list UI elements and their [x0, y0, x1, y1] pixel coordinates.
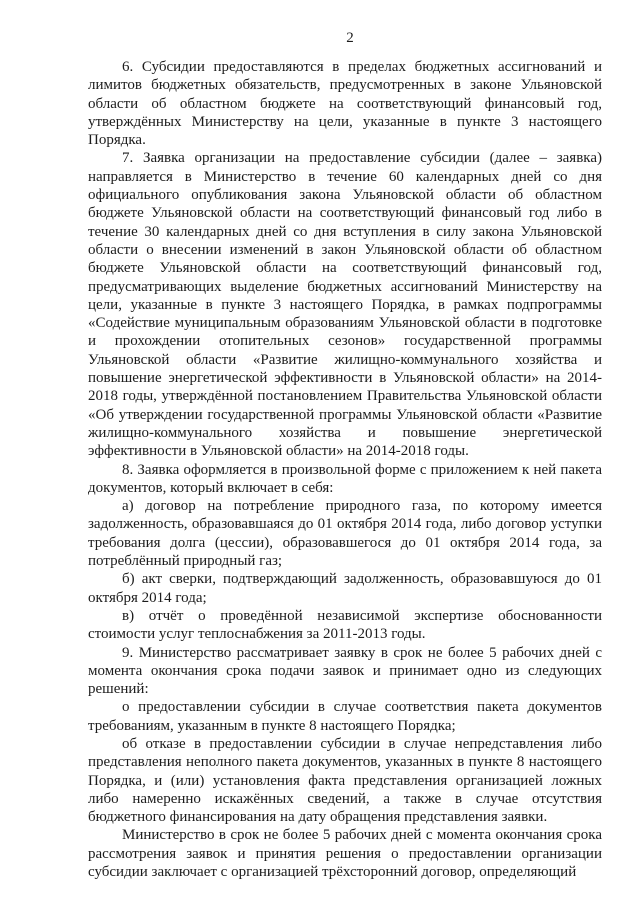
- list-item-c-expert-report: в) отчёт о проведённой независимой экспертизе обоснованности стоимости услуг теплоснабжения за 2011-2013 годы.: [88, 607, 602, 643]
- paragraph-8-application-form: 8. Заявка оформляется в произвольной форме с приложением к ней пакета документов, который включает в себя:: [88, 461, 602, 496]
- decision-grant: о предоставлении субсидии в случае соответствия пакета документов требованиям, указанным в пункте 8 настоящего Порядка;: [88, 699, 602, 734]
- list-item-b-reconciliation-act: б) акт сверки, подтверждающий задолженность, образовавшуюся до 01 октября 2014 года;: [88, 571, 602, 606]
- decision-refusal: об отказе в предоставлении субсидии в случае непредставления либо представления неполного пакета документов, указанных в пункте 8 настоящего Порядка, и (или) установления факта представления организацией ложных либо намеренно искажённых сведений, а также в случае отсутствия бюджетного финансирования на дату обращения представления заявки.: [88, 735, 602, 826]
- paragraph-6-subsidy-limits: 6. Субсидии предоставляются в пределах бюджетных ассигнований и лимитов бюджетных обязательств, предусмотренных в законе Ульяновской области об областном бюджете на соответствующий финансовый год, утверждённых Министерству на цели, указанные в пункте 3 настоящего Порядка.: [88, 59, 602, 149]
- paragraph-9-review: 9. Министерство рассматривает заявку в срок не более 5 рабочих дней с момента окончания срока подачи заявок и принимает одно из следующих решений:: [88, 644, 602, 698]
- list-item-a-gas-contract: а) договор на потребление природного газа, по которому имеется задолженность, образовавшаяся до 01 октября 2014 года, либо договор уступки требования долга (цессии), образовавшегося до 01 октября 2014 года, за потреблённый природный газ;: [88, 498, 602, 570]
- paragraph-7-application-submission: 7. Заявка организации на предоставление субсидии (далее – заявка) направляется в Министерство в течение 60 календарных дней со дня официального опубликования закона Ульяновской области об областном бюджете Ульяновской области на соответствующий финансовый год либо в течение 30 календарных дней со дня вступления в силу закона Ульяновской области о внесении изменений в закон Ульяновской области об областном бюджете Ульяновской области на соответствующий финансовый год, предусматривающих выделение бюджетных ассигнований Министерству на цели, указанные в пункте 3 настоящего Порядка, в рамках подпрограммы «Содействие муниципальным образованиям Ульяновской области в подготовке и прохождении отопительных сезонов» государственной программы Ульяновской области «Развитие жилищно-коммунального хозяйства и повышение энергетической эффективности в Ульяновской области» на 2014-2018 годы, утверждённой постановлением Правительства Ульяновской области «Об утверждении государственной программы Ульяновской области «Развитие жилищно-коммунального хозяйства и повышение энергетической эффективности в Ульяновской области» на 2014-2018 годы.: [88, 150, 602, 460]
- paragraph-agreement: Министерство в срок не более 5 рабочих дней с момента окончания срока рассмотрения заявок и принятия решения о предоставлении организации субсидии заключает с организацией трёхсторонний договор, определяющий: [88, 827, 602, 881]
- page-number: 2: [346, 30, 354, 46]
